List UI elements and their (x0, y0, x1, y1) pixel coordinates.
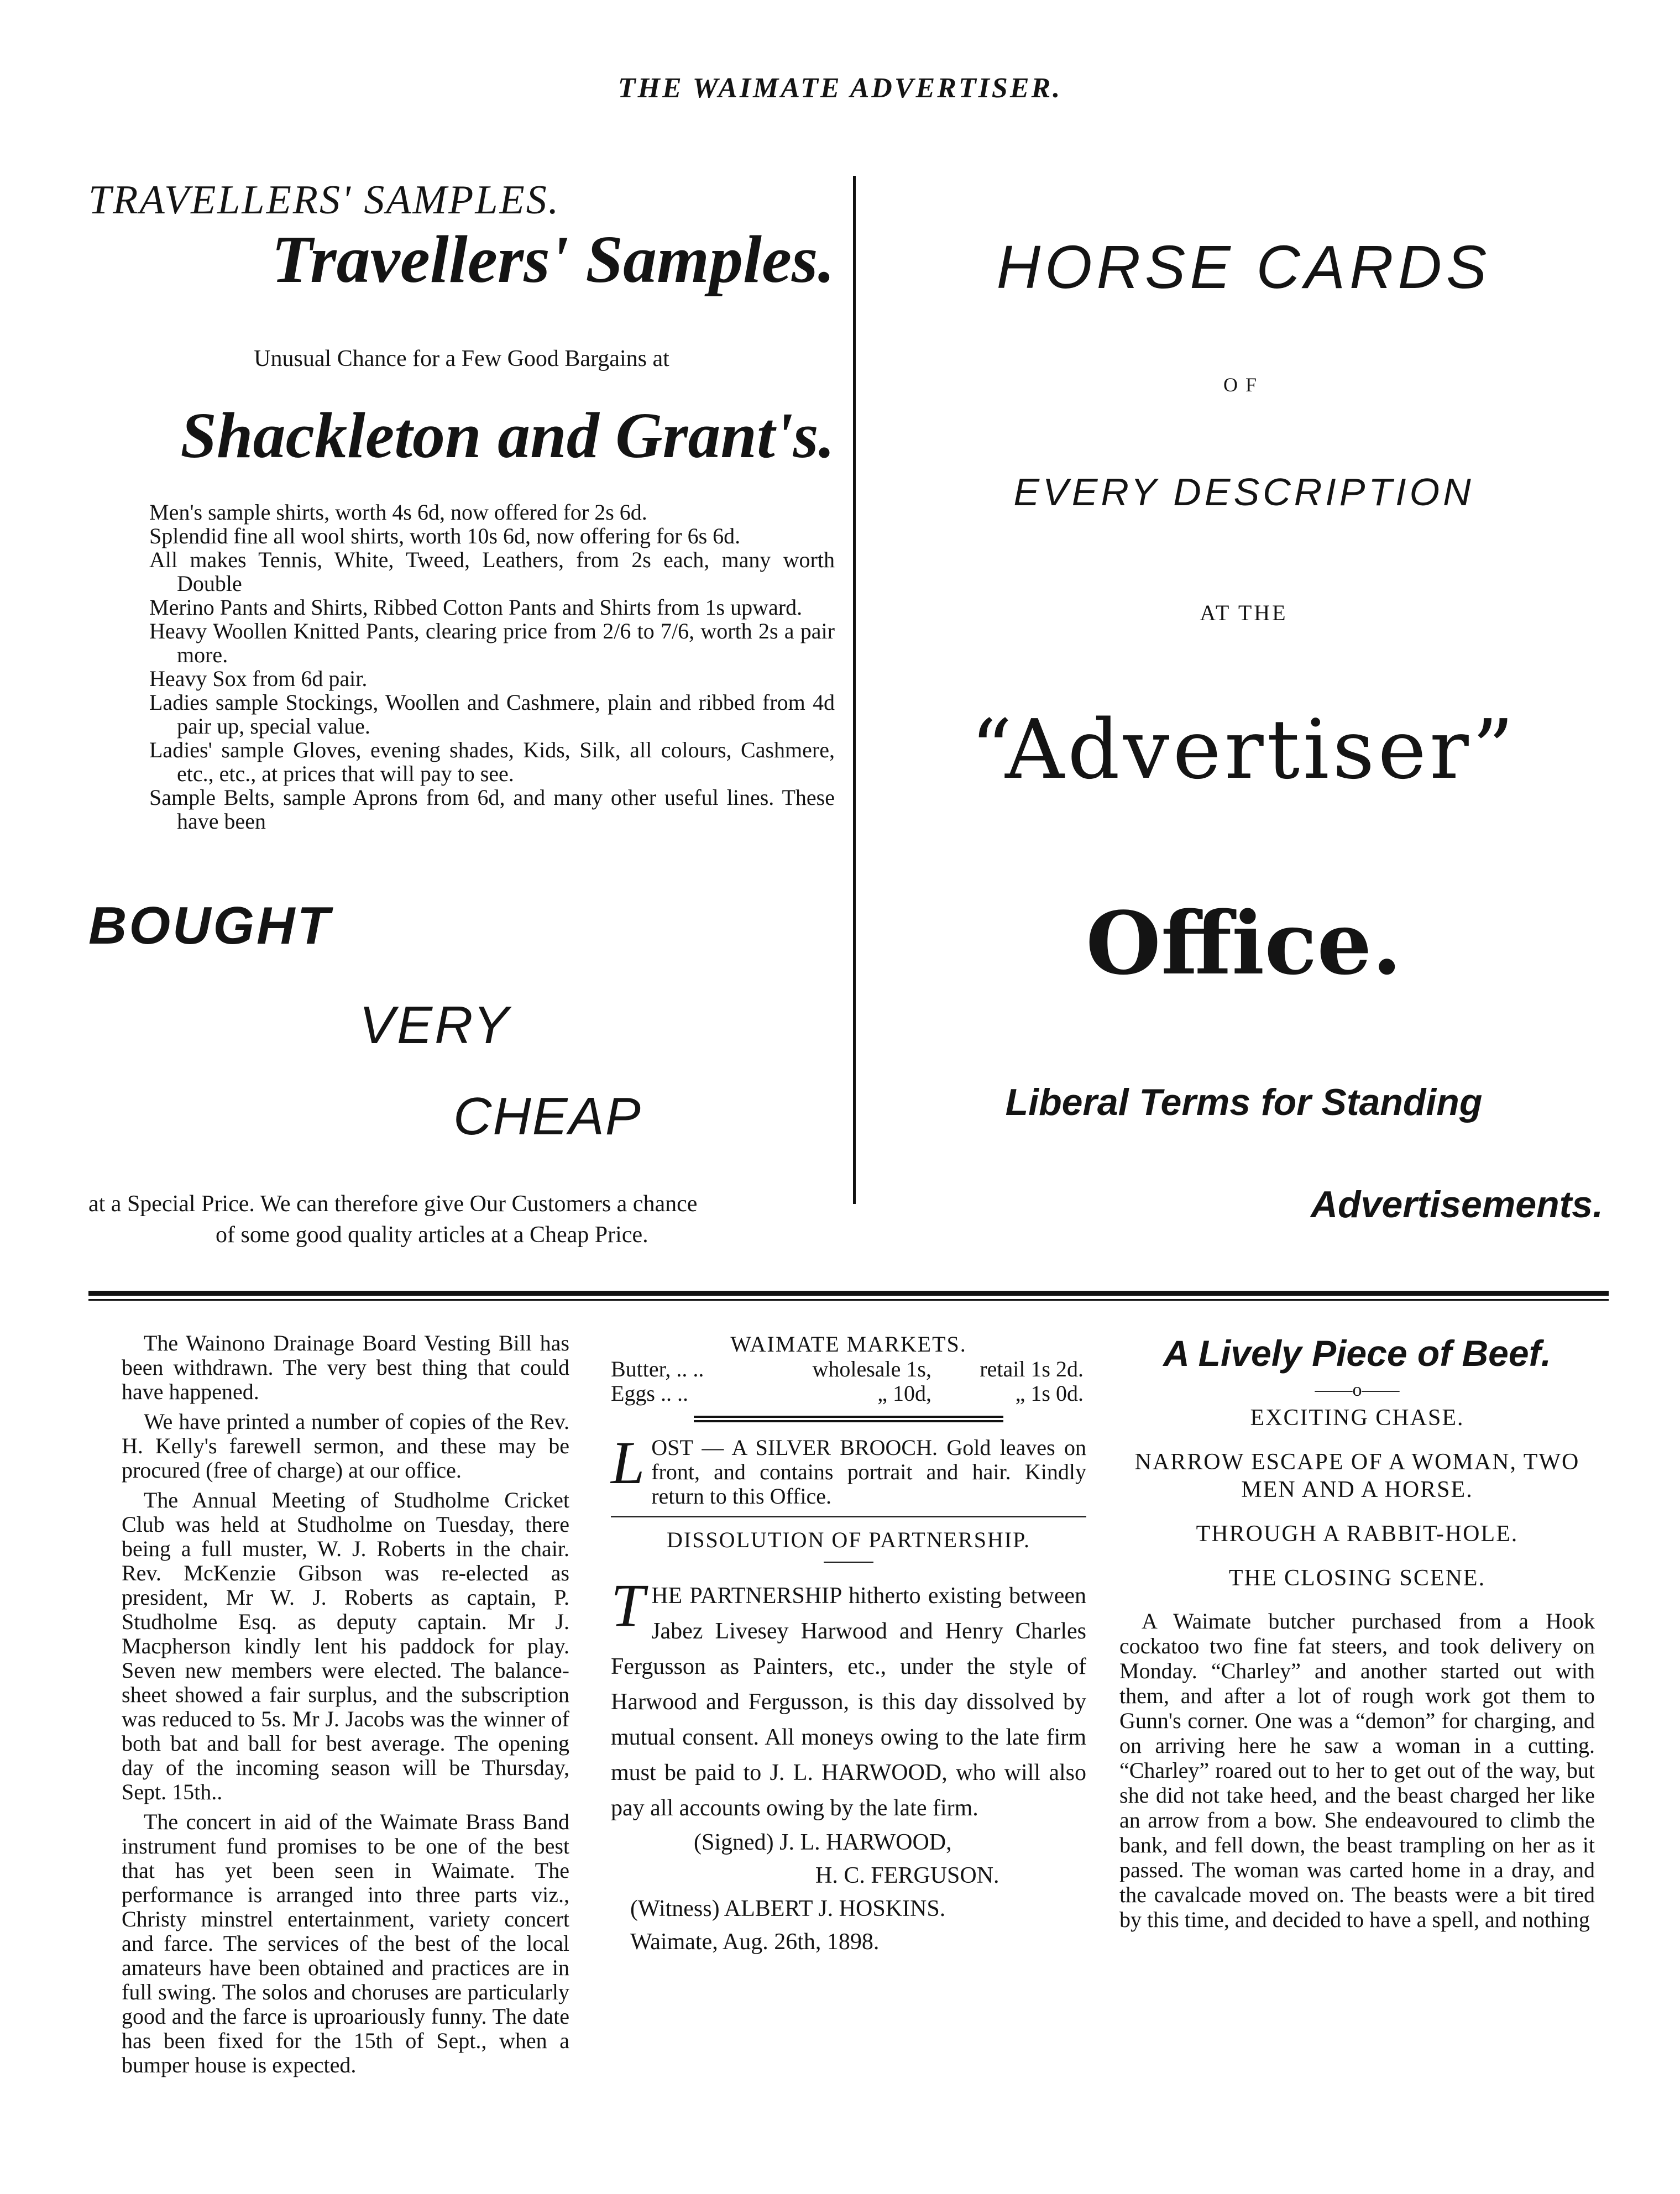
news-column-left (122, 1331, 569, 2083)
section-divider (88, 1291, 1609, 1296)
market-retail: retail 1s 2d. (980, 1357, 1084, 1381)
vertical-divider (853, 176, 856, 1204)
ad-bought: BOUGHT (88, 896, 332, 955)
article-subhead: THROUGH A RABBIT-HOLE. (1196, 1521, 1519, 1547)
signed-line: H. C. FERGUSON. (815, 1863, 999, 1888)
ad-intro: Unusual Chance for a Few Good Bargains at (254, 346, 669, 371)
ad-very: VERY (359, 996, 511, 1055)
news-column-right (1119, 1331, 1595, 1932)
article-subhead: THE CLOSING SCENE. (1228, 1565, 1486, 1591)
article-title: A Lively Piece of Beef. (1163, 1333, 1551, 1374)
rule (611, 1516, 1086, 1517)
ad-item: Splendid fine all wool shirts, worth 10s 6d, now offering for 6s 6d. (149, 523, 741, 548)
market-item: Eggs .. .. (611, 1381, 688, 1406)
ad-item-list (149, 500, 835, 833)
market-item: Butter, .. .. (611, 1357, 704, 1381)
section-divider-thin (88, 1299, 1609, 1301)
ad-item: Sample Belts, sample Aprons from 6d, and many other useful lines. These have been (149, 785, 835, 834)
signed-line: (Signed) J. L. HARWOOD, (694, 1830, 952, 1855)
market-wholesale: „ 10d, (877, 1381, 931, 1406)
news-column-middle (611, 1331, 1086, 1959)
dissolution-text: HE PARTNERSHIP hitherto existing between Jabez Livesey Harwood and Henry Charles Fergusson as Painters, etc., under the style of Harwood and Fergusson, is this day dissolved by mutual consent. All moneys owing to the late firm must be paid to J. L. HARWOOD, who will also pay all accounts owing by the late firm. (611, 1583, 1086, 1821)
news-paragraph: The Annual Meeting of Studholme Cricket Club was held at Studholme on Tuesday, there being a full muster, W. J. Roberts in the chair. Rev. McKenzie Gibson was re-elected as president, Mr W. J. Roberts as captain, P. Studholme Esq. as deputy captain. Mr J. Macpherson kindly lent his paddock for play. Seven new members were elected. The balance-sheet showed a fair surplus, and the subscription was reduced to 5s. Mr J. Jacobs was the winner of both bat and ball for best average. The opening day of the incoming season will be Thursday, Sept. 15th.. (122, 1488, 569, 1804)
ad-heading: TRAVELLERS' SAMPLES. (88, 177, 561, 223)
ad-cheap: CHEAP (453, 1087, 642, 1146)
witness-line: (Witness) ALBERT J. HOSKINS. (630, 1896, 946, 1921)
place-date: Waimate, Aug. 26th, 1898. (630, 1929, 880, 1955)
ad-item: Heavy Woollen Knitted Pants, clearing price from 2/6 to 7/6, worth 2s a pair more. (149, 619, 835, 667)
horse-cards-every: EVERY DESCRIPTION (1013, 470, 1474, 514)
market-row (611, 1357, 1086, 1381)
dissolution-dropcap: T (611, 1572, 645, 1639)
dissolution-title: DISSOLUTION OF PARTNERSHIP. (666, 1527, 1030, 1552)
ad-item: Men's sample shirts, worth 4s 6d, now offered for 2s 6d. (149, 500, 647, 525)
ad-footer-line: at a Special Price. We can therefore give Our Customers a chance (88, 1191, 698, 1217)
ad-item: Merino Pants and Shirts, Ribbed Cotton Pants and Shirts from 1s upward. (149, 595, 803, 620)
article-body: A Waimate butcher purchased from a Hook cockatoo two fine fat steers, and took delivery on Monday. “Charley” and another started out with them, and after a lot of rough work got them to Gunn's corner. One was a “demon” for charging, and on arriving here he saw a woman in a cutting. “Charley” roared out to her to get out of the way, but she did not take heed, and the beast charged her like an arrow from a bow. She endeavoured to climb the bank, and fell down, the beast trampling on her as it passed. The woman was carted home in a dray, and the cavalcade moved on. The beasts were a bit tired by this time, and decided to have a spell, and nothing (1119, 1609, 1595, 1932)
market-row (611, 1381, 1086, 1406)
ornament: ——o—— (1315, 1380, 1400, 1400)
horse-cards-of: OF (1223, 374, 1265, 396)
news-paragraph: The concert in aid of the Waimate Brass Band instrument fund promises to be one of the best that has yet been seen in Waimate. The performance is arranged into three parts viz., Christy minstrel entertainment, variety concert and farce. The services of the best of the local amateurs have been obtained and practices are in full swing. The solos and choruses are particularly good and the farce is uproariously funny. The date has been fixed for the 15th of Sept., when a bumper house is expected. (122, 1809, 569, 2077)
horse-cards-headline: HORSE CARDS (996, 233, 1491, 301)
advertiser-wordmark: “Advertiser” (970, 702, 1517, 797)
ad-item: Heavy Sox from 6d pair. (149, 666, 368, 691)
lost-dropcap: L (611, 1429, 645, 1496)
office-wordmark: Office. (1086, 893, 1402, 994)
ad-item: Ladies' sample Gloves, evening shades, Kids, Silk, all colours, Cashmere, etc., etc., at prices that will pay to see. (149, 737, 835, 786)
ad-shop-name: Shackleton and Grant's. (180, 399, 835, 472)
article-subhead: NARROW ESCAPE OF A WOMAN, TWO MEN AND A HORSE. (1134, 1449, 1580, 1502)
running-head: THE WAIMATE ADVERTISER. (617, 72, 1063, 104)
liberal-terms: Liberal Terms for Standing (1005, 1081, 1483, 1123)
news-paragraph: We have printed a number of copies of the Rev. H. Kelly's farewell sermon, and these may be procured (free of charge) at our office. (122, 1409, 569, 1483)
markets-title: WAIMATE MARKETS. (730, 1332, 967, 1357)
ad-footer-line: of some good quality articles at a Cheap Price. (216, 1222, 648, 1248)
ad-title: Travellers' Samples. (271, 222, 835, 297)
ad-item: All makes Tennis, White, Tweed, Leathers, from 2s each, many worth Double (149, 547, 835, 596)
ad-item: Ladies sample Stockings, Woollen and Cashmere, plain and ribbed from 4d pair up, special value. (149, 690, 835, 739)
ad-footer (88, 1188, 840, 1250)
double-rule (694, 1416, 1003, 1422)
news-paragraph: The Wainono Drainage Board Vesting Bill has been withdrawn. The very best thing that could have happened. (122, 1331, 569, 1404)
market-retail: „ 1s 0d. (1015, 1381, 1084, 1406)
horse-cards-at-the: AT THE (1200, 600, 1288, 625)
dissolution-notice (611, 1572, 1086, 1826)
lost-text: OST — A SILVER BROOCH. Gold leaves on front, and contains portrait and hair. Kindly return to this Office. (651, 1435, 1086, 1509)
advertisements-label: Advertisements. (1310, 1184, 1603, 1226)
market-wholesale: wholesale 1s, (812, 1357, 931, 1381)
lost-notice (611, 1429, 1086, 1509)
article-subhead: EXCITING CHASE. (1250, 1405, 1464, 1431)
short-rule (824, 1562, 873, 1563)
